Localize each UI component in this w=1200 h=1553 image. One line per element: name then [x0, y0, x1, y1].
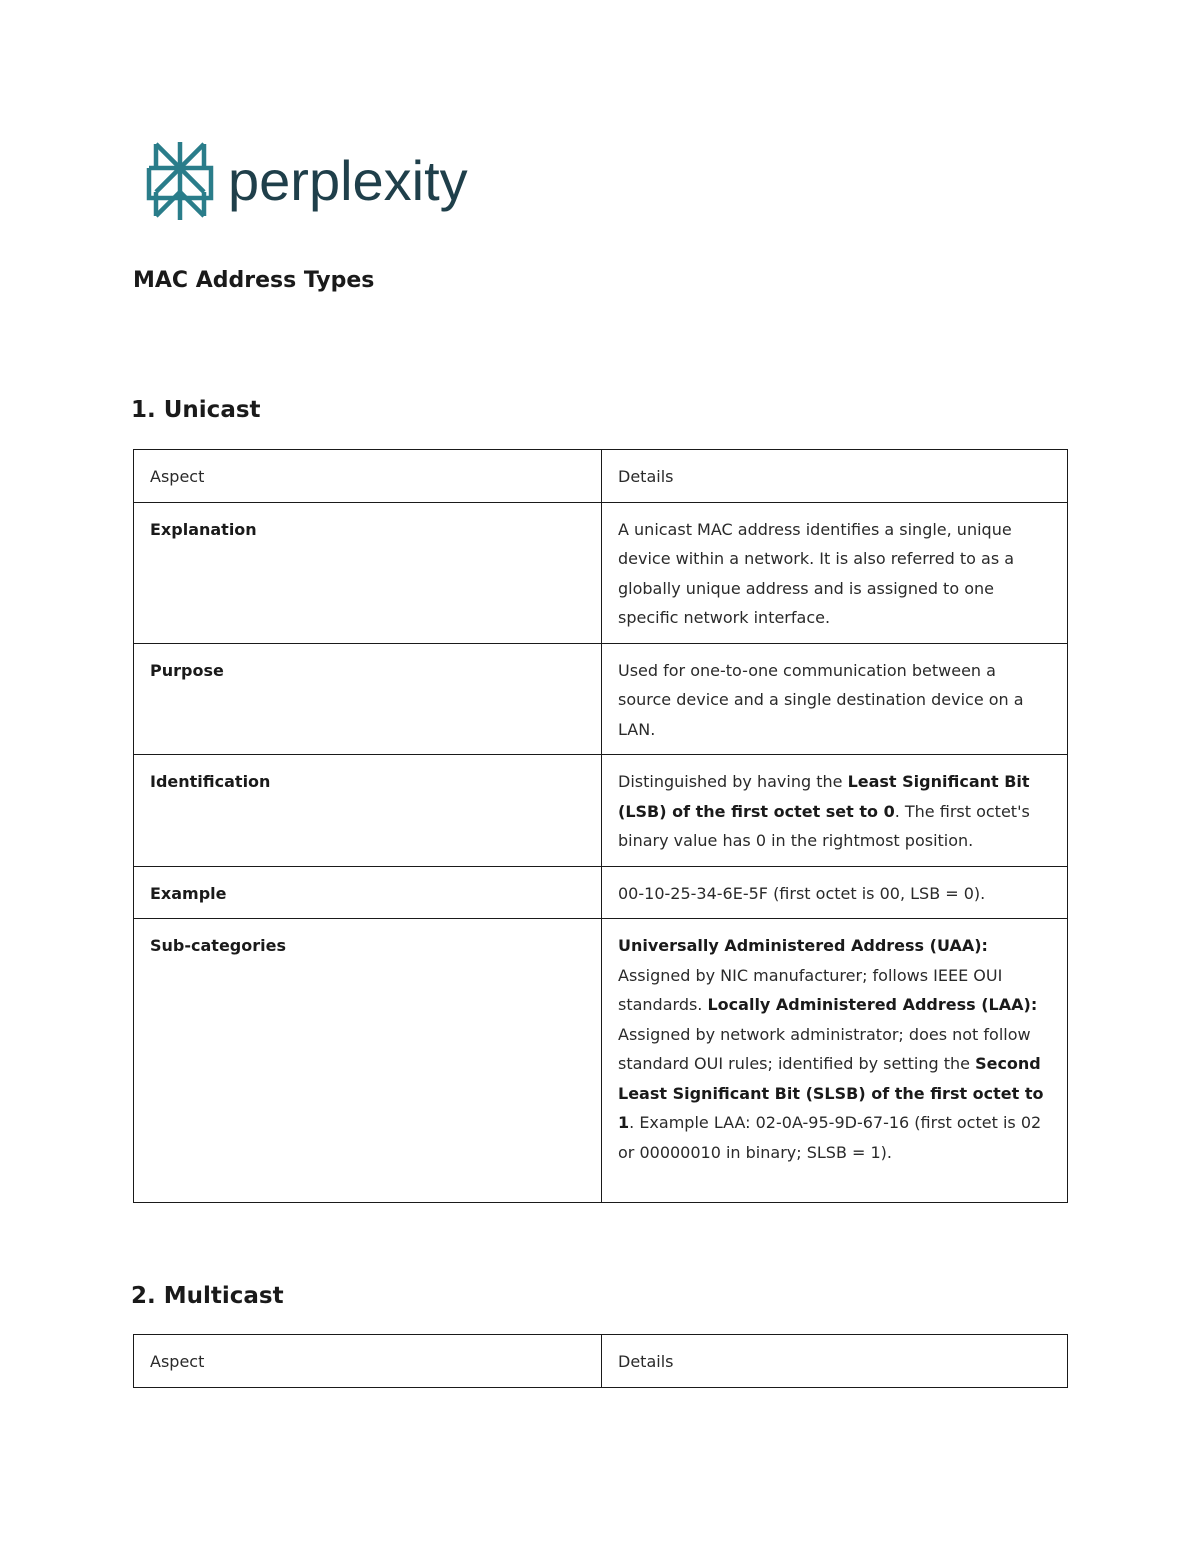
table-row	[134, 919, 1068, 1203]
bold-text-run: Least Significant Bit (LSB) of the first octet set to 0	[618, 772, 1030, 821]
row-details	[602, 866, 1068, 919]
section-heading-unicast: 1. Unicast	[131, 397, 261, 423]
text-run: . Example LAA: 02-0A-95-9D-67-16 (first octet is 02 or 00000010 in binary; SLSB = 1).	[618, 1113, 1042, 1162]
header-aspect: Aspect	[134, 1335, 602, 1388]
page-title: MAC Address Types	[133, 268, 375, 293]
table-row	[134, 866, 1068, 919]
text-run: A unicast MAC address identifies a single, unique device within a network. It is also referred to as a globally unique address and is assigned to one specific network interface.	[618, 519, 1015, 627]
row-details	[602, 919, 1068, 1203]
header-aspect: Aspect	[134, 450, 602, 503]
row-details	[602, 643, 1068, 755]
bold-text-run: Locally Administered Address (LAA):	[707, 995, 1038, 1014]
unicast-table	[133, 449, 1068, 1203]
table-row	[134, 643, 1068, 755]
perplexity-logo-mark-icon	[146, 140, 496, 222]
table-row	[134, 755, 1068, 867]
table-header-row	[134, 450, 1068, 503]
row-aspect: Example	[134, 866, 602, 919]
logo-wordmark: perplexity	[228, 149, 468, 212]
section-heading-multicast: 2. Multicast	[131, 1283, 284, 1309]
header-details: Details	[602, 1335, 1068, 1388]
bold-text-run: Universally Administered Address (UAA):	[618, 936, 988, 955]
table-header-row	[134, 1335, 1068, 1388]
text-run: Distinguished by having the	[618, 772, 848, 791]
row-details	[602, 755, 1068, 867]
row-aspect: Identification	[134, 755, 602, 867]
text-run: Assigned by network administrator; does not follow standard OUI rules; identified by setting the	[618, 1024, 1031, 1073]
table-row	[134, 502, 1068, 643]
text-run: 00-10-25-34-6E-5F (first octet is 00, LSB = 0).	[618, 883, 986, 903]
bold-text-run: Second Least Significant Bit (SLSB) of the first octet to 1	[618, 1054, 1044, 1132]
row-aspect: Sub-categories	[134, 919, 602, 1203]
multicast-table	[133, 1334, 1068, 1388]
row-aspect: Purpose	[134, 643, 602, 755]
row-details	[602, 502, 1068, 643]
header-details: Details	[602, 450, 1068, 503]
row-aspect: Explanation	[134, 502, 602, 643]
perplexity-logo	[146, 140, 496, 222]
text-run: Used for one-to-one communication between a source device and a single destination device on a LAN.	[618, 660, 1024, 739]
text-run: . The first octet's binary value has 0 in the rightmost position.	[618, 801, 1030, 850]
text-run: Assigned by NIC manufacturer; follows IEEE OUI standards.	[618, 965, 1003, 1014]
